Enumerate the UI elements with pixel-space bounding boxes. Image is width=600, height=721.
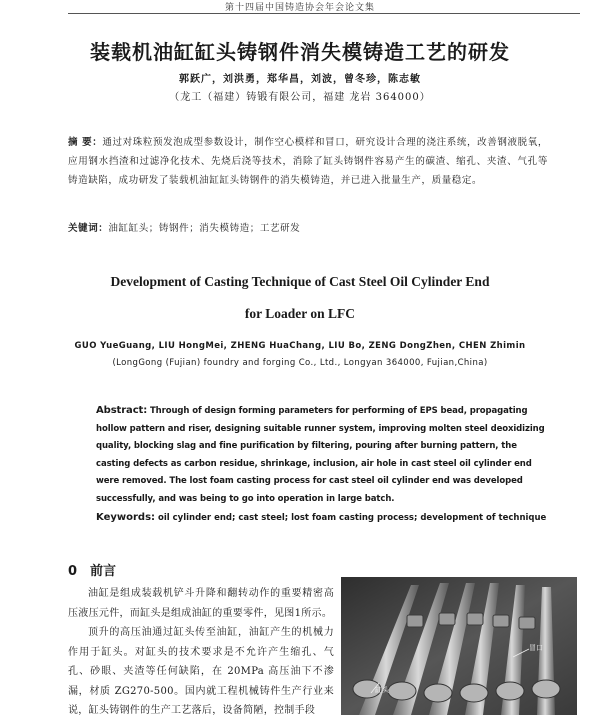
running-head: 第十四届中国铸造协会年会论文集 xyxy=(224,3,375,13)
english-abstract xyxy=(96,402,546,508)
section-number: 0 xyxy=(68,564,78,579)
figure-label-riser: 冒口 xyxy=(529,644,543,652)
english-title-line-1: Development of Casting Technique of Cast Steel Oil Cylinder End xyxy=(110,274,490,289)
english-affiliation: (LongGong (Fujian) foundry and forging Co., Ltd., Longyan 364000, Fujian,China) xyxy=(112,358,488,368)
body-paragraph: 油缸是组成装载机铲斗升降和翻转动作的重要精密高压液压元件，而缸头是组成油缸的重要零件，见图1所示。 xyxy=(68,588,334,619)
chinese-keywords-label: 关键词： xyxy=(68,223,109,234)
chinese-affiliation: （龙工（福建）铸锻有限公司，福建 龙岩 364000） xyxy=(169,92,431,103)
chinese-authors: 郭跃广，刘洪勇，郑华昌，刘波，曾冬珍，陈志敏 xyxy=(179,74,421,85)
chinese-abstract-text: 通过对珠粒预发泡成型参数设计，制作空心模样和冒口，研究设计合理的浇注系统，改善钢液脱氧，应用钢水挡渣和过滤净化技术、先烧后浇等技术，消除了缸头铸钢件容易产生的碳渣、缩孔、夹渣、气孔等铸造缺陷，成功研发了装载机油缸缸头铸钢件的消失模铸造，并已进入批量生产，质量稳定。 xyxy=(68,137,548,186)
english-title-line-2: for Loader on LFC xyxy=(244,306,356,321)
figure-cylinder-end-photo xyxy=(341,577,577,715)
section-title: 前言 xyxy=(90,564,117,579)
chinese-keywords-text: 油缸缸头；铸钢件；消失模铸造；工艺研发 xyxy=(108,223,301,234)
english-keywords-label: Keywords: xyxy=(96,512,156,523)
intro-body xyxy=(68,584,334,721)
section-heading xyxy=(68,560,116,579)
english-authors: GUO YueGuang, LIU HongMei, ZHENG HuaChang, LIU Bo, ZENG DongZhen, CHEN Zhimin xyxy=(74,341,526,351)
english-keywords-text: oil cylinder end; cast steel; lost foam casting process; development of technique xyxy=(158,513,547,523)
chinese-keywords xyxy=(68,220,548,234)
chinese-abstract xyxy=(68,133,548,190)
header-rule xyxy=(68,13,580,14)
figure-label-cylinder-end: 缸头 xyxy=(375,686,389,694)
english-keywords xyxy=(96,512,556,523)
english-abstract-text: Through of design forming parameters for performing of EPS bead, propagating hollow pattern and riser, designing suitable runner system, improving molten steel deoxidizing quality, blocking slag and fine purification by filtering, pouring after burning pattern, the casting defects as carbon residue, shrinkage, inclusion, air hole in cast steel oil cylinder end were removed. The lost foam casting process for cast steel oil cylinder end was developed successfully, and was being to go into operation in large batch. xyxy=(96,406,545,504)
chinese-abstract-label: 摘 要： xyxy=(68,137,103,148)
english-abstract-label: Abstract: xyxy=(96,405,148,416)
chinese-title: 装载机油缸缸头铸钢件消失模铸造工艺的研发 xyxy=(90,40,510,64)
body-paragraph: 顶升的高压油通过缸头传至油缸，油缸产生的机械力作用于缸头。对缸头的技术要求是不允许产生缩孔、气孔、砂眼、夹渣等任何缺陷，在 20MPa 高压油下不渗漏，材质 ZG270-500。国内就工程机械铸件生产行业来说，缸头铸钢件的生产工艺落后，设备简陋，控制手段 xyxy=(68,627,334,716)
